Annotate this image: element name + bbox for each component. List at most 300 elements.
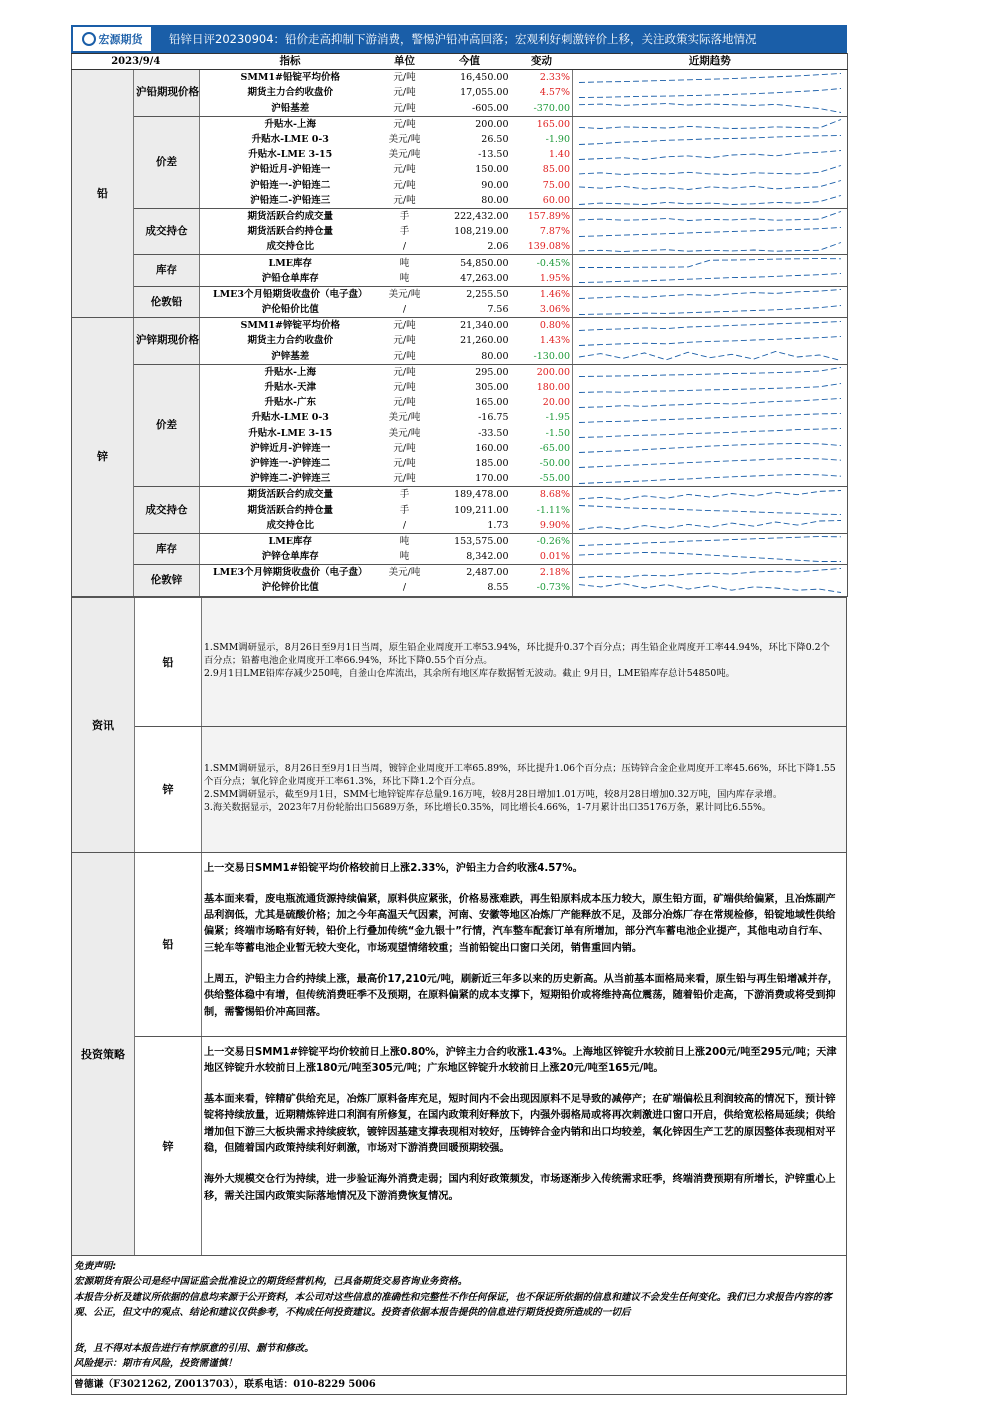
value-cell: 295.00 xyxy=(475,366,509,378)
unit-cell: / xyxy=(381,239,429,255)
change-cell: -0.26% xyxy=(536,535,570,547)
header-value: 今值 xyxy=(429,54,511,70)
sparkline-series xyxy=(579,242,841,251)
news-zinc-line: 1.SMM调研显示，8月26日至9月1日当周，镀锌企业周度开工率65.89%，环比提升1.06个百分点；压铸锌合金企业周度开工率45.66%，环比下降1.55个百分点；氧化锌企业周度开工率61.3%，环比下降1.2个百分点。 xyxy=(204,763,836,788)
sparkline-series xyxy=(579,552,841,561)
sparkline xyxy=(575,335,845,347)
sparkline-series xyxy=(579,181,841,190)
zinc-section xyxy=(72,318,848,596)
strategy-zinc-para: 上一交易日SMM1#锌锭平均价较前日上涨0.80%，沪锌主力合约收涨1.43%。上海地区锌锭升水较前日上涨200元/吨至295元/吨；天津地区锌锭升水较前日上涨180元/吨至305元/吨；广东地区锌锭升水较前日上涨20元/吨至165元/吨。 xyxy=(204,1046,837,1074)
unit-cell: 吨 xyxy=(381,549,429,565)
indicator-name: 成交持仓比 xyxy=(200,518,381,534)
news-zinc-text xyxy=(202,727,846,852)
news-label: 资讯 xyxy=(72,598,135,852)
value-cell: 21,340.00 xyxy=(460,320,509,332)
sparkline xyxy=(575,179,845,191)
change-cell: 200.00 xyxy=(536,366,570,378)
table-row xyxy=(72,565,848,581)
strategy-zinc-text xyxy=(202,1037,846,1255)
group-label: 价差 xyxy=(134,116,200,208)
sparkline xyxy=(575,320,845,332)
indicator-name: 成交持仓比 xyxy=(200,239,381,255)
indicator-name: 升贴水-上海 xyxy=(264,366,316,378)
sparkline-series xyxy=(579,429,841,438)
value-cell: 165.00 xyxy=(475,397,509,409)
metal-label: 铅 xyxy=(72,70,134,318)
table-row xyxy=(72,318,848,334)
value-cell: 1.73 xyxy=(429,518,511,534)
sparkline-series xyxy=(579,196,841,205)
strategy-zinc-label: 锌 xyxy=(135,1037,202,1255)
unit-cell: 美元/吨 xyxy=(388,412,421,424)
news-zinc-block xyxy=(135,727,846,852)
sparkline-series xyxy=(579,73,841,82)
header-trend: 近期趋势 xyxy=(573,54,848,70)
change-cell: 2.33% xyxy=(539,72,570,84)
trend-cell xyxy=(573,239,848,255)
sparkline xyxy=(575,102,845,114)
trend-cell xyxy=(573,565,848,581)
sparkline xyxy=(575,457,845,469)
change-cell: 2.18% xyxy=(539,567,570,579)
change-cell: 157.89% xyxy=(527,210,570,222)
unit-cell: / xyxy=(381,518,429,534)
change-cell: -50.00 xyxy=(539,457,570,469)
sparkline-series xyxy=(579,290,841,299)
value-cell: 90.00 xyxy=(481,179,509,191)
group-label: 成交持仓 xyxy=(134,487,200,534)
sparkline xyxy=(575,504,845,516)
sparkline xyxy=(575,567,845,579)
change-cell: -0.45% xyxy=(536,257,570,269)
sparkline-series xyxy=(579,398,841,407)
trend-cell xyxy=(573,533,848,549)
strategy-lead-label: 铅 xyxy=(135,853,202,1036)
unit-cell: 元/吨 xyxy=(393,335,416,347)
change-cell: 1.40 xyxy=(548,149,570,161)
change-cell: 139.08% xyxy=(511,239,573,255)
sparkline xyxy=(575,118,845,130)
unit-cell: 元/吨 xyxy=(381,193,429,209)
disclaimer-line: 货，且不得对本报告进行有悖原意的引用、删节和修改。 xyxy=(74,1342,314,1354)
sparkline-series xyxy=(579,104,841,113)
indicator-name: 升贴水-LME 3-15 xyxy=(248,149,333,161)
sparkline xyxy=(575,304,845,316)
sparkline-series xyxy=(579,521,841,530)
change-cell: 165.00 xyxy=(536,118,570,130)
sparkline-series xyxy=(579,227,841,236)
sparkline xyxy=(575,489,845,501)
value-cell: 170.00 xyxy=(429,471,511,487)
lead-section xyxy=(72,70,848,318)
indicator-name: 沪铅连二-沪铅连三 xyxy=(200,193,381,209)
unit-cell: 元/吨 xyxy=(393,442,416,454)
disclaimer-line: 本报告分析及建议所依据的信息均来源于公开资料，本公司对这些信息的准确性和完整性不作任何保证，也不保证所依据的信息和建议不会发生任何变化。我们已力求报告内容的客观、公正，但文中的观点、结论和建议仅供参考，不构成任何投资建议。投资者依据本报告提供的信息进行期货投资所造成的一切后 xyxy=(74,1291,832,1319)
trend-cell xyxy=(573,426,848,441)
unit-cell: 元/吨 xyxy=(393,118,416,130)
trend-cell xyxy=(573,502,848,517)
trend-cell xyxy=(573,380,848,395)
table-row xyxy=(72,208,848,224)
company-logo xyxy=(73,27,151,51)
change-cell: -65.00 xyxy=(539,442,570,454)
change-cell: 9.90% xyxy=(511,518,573,534)
group-label: 库存 xyxy=(134,533,200,564)
unit-cell: 元/吨 xyxy=(381,471,429,487)
unit-cell: 元/吨 xyxy=(381,101,429,117)
change-cell: 1.43% xyxy=(539,335,570,347)
unit-cell: 手 xyxy=(399,226,410,238)
trend-cell xyxy=(573,487,848,503)
group-label: 伦敦锌 xyxy=(134,565,200,596)
disclaimer-title: 免责声明: xyxy=(74,1260,117,1272)
value-cell: 21,260.00 xyxy=(460,335,509,347)
trend-cell xyxy=(573,224,848,239)
indicator-name: 升贴水-上海 xyxy=(264,118,316,130)
indicator-name: 期货活跃合约成交量 xyxy=(247,489,333,501)
contact-footer: 曾德谦（F3021262, Z0013703），联系电话：010-8229 5006 xyxy=(71,1376,847,1395)
sparkline-series xyxy=(579,212,841,221)
indicator-name: 沪锌连一-沪锌连二 xyxy=(250,457,331,469)
value-cell: 26.50 xyxy=(481,134,509,146)
sparkline xyxy=(575,582,845,594)
indicator-name: 升贴水-广东 xyxy=(264,397,316,409)
value-cell: 305.00 xyxy=(475,382,509,394)
disclaimer-line: 宏源期货有限公司是经中国证监会批准设立的期货经营机构，已具备期货交易咨询业务资格。 xyxy=(74,1276,468,1288)
trend-cell xyxy=(573,395,848,410)
value-cell: 200.00 xyxy=(475,118,509,130)
change-cell: -55.00 xyxy=(511,471,573,487)
unit-cell: 元/吨 xyxy=(393,179,416,191)
trend-cell xyxy=(573,364,848,380)
indicator-name: SMM1#铅锭平均价格 xyxy=(240,72,340,84)
news-lead-text xyxy=(202,598,846,726)
change-cell: 60.00 xyxy=(511,193,573,209)
strategy-lead-para: 上一交易日SMM1#铅锭平均价格较前日上涨2.33%，沪铅主力合约收涨4.57%。 xyxy=(204,862,583,874)
sparkline-series xyxy=(579,568,841,577)
trend-cell xyxy=(573,518,848,534)
indicator-name: 沪铅仓单库存 xyxy=(200,271,381,287)
table-row xyxy=(72,533,848,549)
value-cell: 7.56 xyxy=(429,302,511,318)
unit-cell: 元/吨 xyxy=(393,320,416,332)
indicator-name: 沪铅连一-沪铅连二 xyxy=(250,179,331,191)
sparkline xyxy=(575,442,845,454)
report-title: 铅锌日评20230904：铅价走高抑制下游消费，警惕沪铅冲高回落；宏观利好刺激锌价上移，关注政策实际落地情况 xyxy=(169,32,757,46)
news-section xyxy=(71,597,847,852)
unit-cell: 手 xyxy=(399,210,410,222)
report-sheet xyxy=(71,25,847,1395)
trend-cell xyxy=(573,178,848,193)
indicator-name: 沪伦锌价比值 xyxy=(200,580,381,596)
sparkline-series xyxy=(579,490,841,499)
news-lead-line: 1.SMM调研显示，8月26日至9月1日当周，原生铅企业周度开工率53.94%，环比提升0.37个百分点；再生铅企业周度开工率44.94%，环比下降0.2个百分点；铅蓄电池企业周度开工率66.94%，环比下降0.55个百分点。 xyxy=(204,642,830,667)
value-cell: 185.00 xyxy=(475,457,509,469)
change-cell: 8.68% xyxy=(539,489,570,501)
sparkline-series xyxy=(579,413,841,422)
metal-label: 锌 xyxy=(72,318,134,596)
unit-cell: 美元/吨 xyxy=(388,149,421,161)
unit-cell: / xyxy=(381,580,429,596)
trend-cell xyxy=(573,70,848,86)
sparkline-series xyxy=(579,336,841,345)
header-indicator: 指标 xyxy=(200,54,381,70)
indicator-name: 沪锌基差 xyxy=(200,349,381,365)
indicator-name: 期货活跃合约持仓量 xyxy=(247,504,333,516)
indicator-name: 期货主力合约收盘价 xyxy=(247,87,333,99)
sparkline-series xyxy=(579,88,841,97)
trend-cell xyxy=(573,147,848,162)
unit-cell: 元/吨 xyxy=(393,87,416,99)
value-cell: 153,575.00 xyxy=(454,535,509,547)
sparkline xyxy=(575,551,845,563)
unit-cell: 元/吨 xyxy=(393,164,416,176)
change-cell: 85.00 xyxy=(542,164,570,176)
indicator-name: 期货活跃合约持仓量 xyxy=(247,226,333,238)
report-header xyxy=(71,25,847,53)
trend-cell xyxy=(573,132,848,147)
change-cell: -0.73% xyxy=(511,580,573,596)
unit-cell: 美元/吨 xyxy=(388,288,421,300)
value-cell: 8,342.00 xyxy=(429,549,511,565)
sparkline-series xyxy=(579,274,841,283)
strategy-zinc-para: 海外大规模交仓行为持续，进一步验证海外消费走弱；国内利好政策频发，市场逐渐步入传统需求旺季，终端消费预期有所增长，沪锌重心上移，需关注国内政策实际落地情况及下游消费恢复情况。 xyxy=(204,1174,836,1202)
value-cell: 2.06 xyxy=(429,239,511,255)
indicator-name: 沪锌近月-沪锌连一 xyxy=(250,442,331,454)
logo-text: 宏源期货 xyxy=(98,33,143,46)
indicator-name: 升贴水-LME 0-3 xyxy=(251,412,329,424)
indicator-name: 期货活跃合约成交量 xyxy=(247,210,333,222)
value-cell: 108,219.00 xyxy=(454,226,509,238)
change-cell: 75.00 xyxy=(542,179,570,191)
trend-cell xyxy=(573,193,848,209)
value-cell: 2,487.00 xyxy=(466,567,509,579)
change-cell: -1.11% xyxy=(536,504,570,516)
strategy-lead-block xyxy=(135,853,846,1037)
sparkline xyxy=(575,412,845,424)
group-label: 伦敦铅 xyxy=(134,286,200,317)
trend-cell xyxy=(573,471,848,487)
table-row xyxy=(72,255,848,271)
strategy-section xyxy=(71,852,847,1255)
trend-cell xyxy=(573,271,848,287)
disclaimer xyxy=(71,1255,847,1376)
change-cell: -1.50 xyxy=(545,427,570,439)
sparkline xyxy=(575,164,845,176)
strategy-zinc-para: 基本面来看，锌精矿供给充足，冶炼厂原料备库充足，短时间内不会出现因原料不足导致的减停产；在矿端偏松且利润较高的情况下，预计锌锭将持续放量，近期精炼锌进口利润有所修复，在国内政策利好释放下，内强外弱格局或将再次刺激进口窗口开启，供给宽松格局延续；供给增加但下游三大板块需求持续疲软，镀锌因基建支撑表现相对较好，压铸锌合金内销和出口均较差，氧化锌因生产工艺的原因整体表现相对平稳，但随着国内政策持续利好刺激，市场对下游消费回暖预期较强。 xyxy=(204,1094,836,1155)
trend-cell xyxy=(573,441,848,456)
risk-warning: 风险提示：期市有风险，投资需谨慎！ xyxy=(74,1358,238,1370)
sparkline-series xyxy=(579,368,841,377)
indicator-name: LME3个月锌期货收盘价（电子盘） xyxy=(212,567,368,579)
unit-cell: 美元/吨 xyxy=(388,134,421,146)
unit-cell: 元/吨 xyxy=(393,366,416,378)
value-cell: -605.00 xyxy=(429,101,511,117)
indicator-name: SMM1#锌锭平均价格 xyxy=(240,320,340,332)
unit-cell: 元/吨 xyxy=(393,382,416,394)
sparkline xyxy=(575,519,845,531)
sparkline-series xyxy=(579,474,841,483)
value-cell: 8.55 xyxy=(429,580,511,596)
group-label: 库存 xyxy=(134,255,200,286)
sparkline xyxy=(575,241,845,253)
sparkline xyxy=(575,272,845,284)
indicator-name: LME库存 xyxy=(268,257,312,269)
sparkline xyxy=(575,427,845,439)
trend-cell xyxy=(573,456,848,471)
unit-cell: 吨 xyxy=(399,535,410,547)
trend-cell xyxy=(573,549,848,565)
trend-cell xyxy=(573,286,848,302)
sparkline-series xyxy=(579,321,841,330)
value-cell: 189,478.00 xyxy=(454,489,509,501)
value-cell: 2,255.50 xyxy=(466,288,509,300)
sparkline-series xyxy=(579,259,841,268)
trend-cell xyxy=(573,101,848,117)
value-cell: -13.50 xyxy=(478,149,509,161)
unit-cell: 手 xyxy=(399,504,410,516)
change-cell: -1.90 xyxy=(545,134,570,146)
sparkline xyxy=(575,134,845,146)
unit-cell: / xyxy=(381,302,429,318)
value-cell: 54,850.00 xyxy=(460,257,509,269)
indicator-table xyxy=(71,53,848,597)
value-cell: 17,055.00 xyxy=(460,87,509,99)
sparkline xyxy=(575,194,845,206)
news-lead-line: 2.9月1日LME铅库存减少250吨，自釜山仓库流出，其余所有地区库存数据暂无波动。截止 9月日，LME铅库存总计54850吨。 xyxy=(204,667,735,679)
indicator-name: 沪伦铅价比值 xyxy=(200,302,381,318)
sparkline xyxy=(575,72,845,84)
sparkline-series xyxy=(579,305,841,314)
logo-icon xyxy=(82,32,96,46)
unit-cell: 美元/吨 xyxy=(388,567,421,579)
indicator-name: 沪铅近月-沪铅连一 xyxy=(250,164,331,176)
sparkline-series xyxy=(579,444,841,453)
sparkline-series xyxy=(579,383,841,392)
news-zinc-line: 3.海关数据显示，2023年7月份轮胎出口5689万条，环比增长0.35%，同比增长4.66%，1-7月累计出口35176万条，累计同比6.55%。 xyxy=(204,801,772,813)
header-change: 变动 xyxy=(511,54,573,70)
group-label: 价差 xyxy=(134,364,200,487)
indicator-name: 沪锌连二-沪锌连三 xyxy=(200,471,381,487)
strategy-zinc-block xyxy=(135,1037,846,1255)
change-cell: 0.01% xyxy=(511,549,573,565)
sparkline xyxy=(575,366,845,378)
trend-cell xyxy=(573,116,848,132)
group-label: 沪锌期现价格 xyxy=(134,318,200,365)
sparkline xyxy=(575,535,845,547)
change-cell: 7.87% xyxy=(539,226,570,238)
table-header-row xyxy=(72,54,848,70)
indicator-name: 升贴水-LME 3-15 xyxy=(248,427,333,439)
value-cell: 16,450.00 xyxy=(460,72,509,84)
unit-cell: 吨 xyxy=(399,257,410,269)
value-cell: 222,432.00 xyxy=(454,210,509,222)
sparkline xyxy=(575,226,845,238)
trend-cell xyxy=(573,302,848,318)
trend-cell xyxy=(573,410,848,425)
indicator-name: 升贴水-LME 0-3 xyxy=(251,134,329,146)
change-cell: 1.95% xyxy=(511,271,573,287)
trend-cell xyxy=(573,349,848,365)
sparkline-series xyxy=(579,150,841,159)
unit-cell: 元/吨 xyxy=(393,457,416,469)
value-cell: 160.00 xyxy=(475,442,509,454)
table-row xyxy=(72,116,848,132)
change-cell: -370.00 xyxy=(511,101,573,117)
trend-cell xyxy=(573,318,848,334)
indicator-name: 沪锌仓单库存 xyxy=(200,549,381,565)
trend-cell xyxy=(573,208,848,224)
table-row xyxy=(72,487,848,503)
value-cell: 80.00 xyxy=(429,349,511,365)
sparkline xyxy=(575,350,845,362)
unit-cell: 元/吨 xyxy=(381,349,429,365)
indicator-name: 沪铅基差 xyxy=(200,101,381,117)
trend-cell xyxy=(573,333,848,348)
sparkline-series xyxy=(579,583,841,592)
value-cell: 80.00 xyxy=(429,193,511,209)
news-zinc-line: 2.SMM调研显示，截至9月1日，SMM七地锌锭库存总量9.16万吨，较8月28日增加1.01万吨，较8月28日增加0.32万吨，国内库存录增。 xyxy=(204,789,783,801)
strategy-label: 投资策略 xyxy=(72,853,135,1255)
sparkline xyxy=(575,473,845,485)
strategy-lead-para: 上周五，沪铅主力合约持续上涨，最高价17,210元/吨，刷新近三年多以来的历史新高。从当前基本面格局来看，原生铅与再生铅增减并存，供给整体稳中有增，但传统消费旺季不及预期，在原料偏紧的成本支撑下，短期铅价或将维持高位震荡，随着铅价走高，下游消费或将受到抑制，需警惕铅价冲高回落。 xyxy=(204,974,838,1018)
unit-cell: 手 xyxy=(399,489,410,501)
sparkline xyxy=(575,149,845,161)
change-cell: 1.46% xyxy=(539,288,570,300)
table-row xyxy=(72,364,848,380)
indicator-name: LME库存 xyxy=(268,535,312,547)
unit-cell: 元/吨 xyxy=(393,72,416,84)
indicator-name: 升贴水-天津 xyxy=(264,382,316,394)
news-zinc-label: 锌 xyxy=(135,727,202,852)
sparkline-series xyxy=(579,135,841,144)
strategy-lead-text xyxy=(202,853,846,1036)
indicator-name: 期货主力合约收盘价 xyxy=(247,335,333,347)
header-unit: 单位 xyxy=(381,54,429,70)
value-cell: 109,211.00 xyxy=(454,504,509,516)
group-label: 成交持仓 xyxy=(134,208,200,255)
sparkline-series xyxy=(579,459,841,468)
trend-cell xyxy=(573,162,848,177)
sparkline-series xyxy=(579,165,841,174)
sparkline xyxy=(575,397,845,409)
trend-cell xyxy=(573,85,848,100)
trend-cell xyxy=(573,580,848,596)
trend-cell xyxy=(573,255,848,271)
change-cell: -1.95 xyxy=(545,412,570,424)
sparkline xyxy=(575,257,845,269)
change-cell: 180.00 xyxy=(536,382,570,394)
change-cell: 4.57% xyxy=(539,87,570,99)
sparkline xyxy=(575,288,845,300)
change-cell: 3.06% xyxy=(511,302,573,318)
news-lead-label: 铅 xyxy=(135,598,202,726)
sparkline xyxy=(575,382,845,394)
indicator-name: LME3个月铅期货收盘价（电子盘） xyxy=(212,288,368,300)
change-cell: 20.00 xyxy=(542,397,570,409)
news-lead-block xyxy=(135,598,846,727)
sparkline xyxy=(575,210,845,222)
unit-cell: 吨 xyxy=(381,271,429,287)
change-cell: -130.00 xyxy=(511,349,573,365)
strategy-lead-para: 基本面来看，废电瓶流通货源持续偏紧，原料供应紧张，价格易涨难跌，再生铅原料成本压力较大，原生铅方面，矿端供给偏紧，且冶炼副产品利润低，尤其是硫酸价格；加之今年高温天气因素，河南、安徽等地区冶炼厂产能释放不足，及部分冶炼厂存在常规检修，铅锭地域性供给偏紧；终端市场略有好转，铅价上行叠加传统“金九银十”行情，汽车整车配套订单有所增加，部分汽车蓄电池企业提产，其他电动自行车、三轮车等蓄电池企业暂无较大变化，市场观望情绪较重；当前铅锭出口窗口关闭，销售重回内销。 xyxy=(204,893,836,954)
value-cell: 150.00 xyxy=(475,164,509,176)
value-cell: 47,263.00 xyxy=(429,271,511,287)
sparkline-series xyxy=(579,120,841,129)
unit-cell: 元/吨 xyxy=(393,397,416,409)
sparkline-series xyxy=(579,537,841,546)
sparkline xyxy=(575,87,845,99)
